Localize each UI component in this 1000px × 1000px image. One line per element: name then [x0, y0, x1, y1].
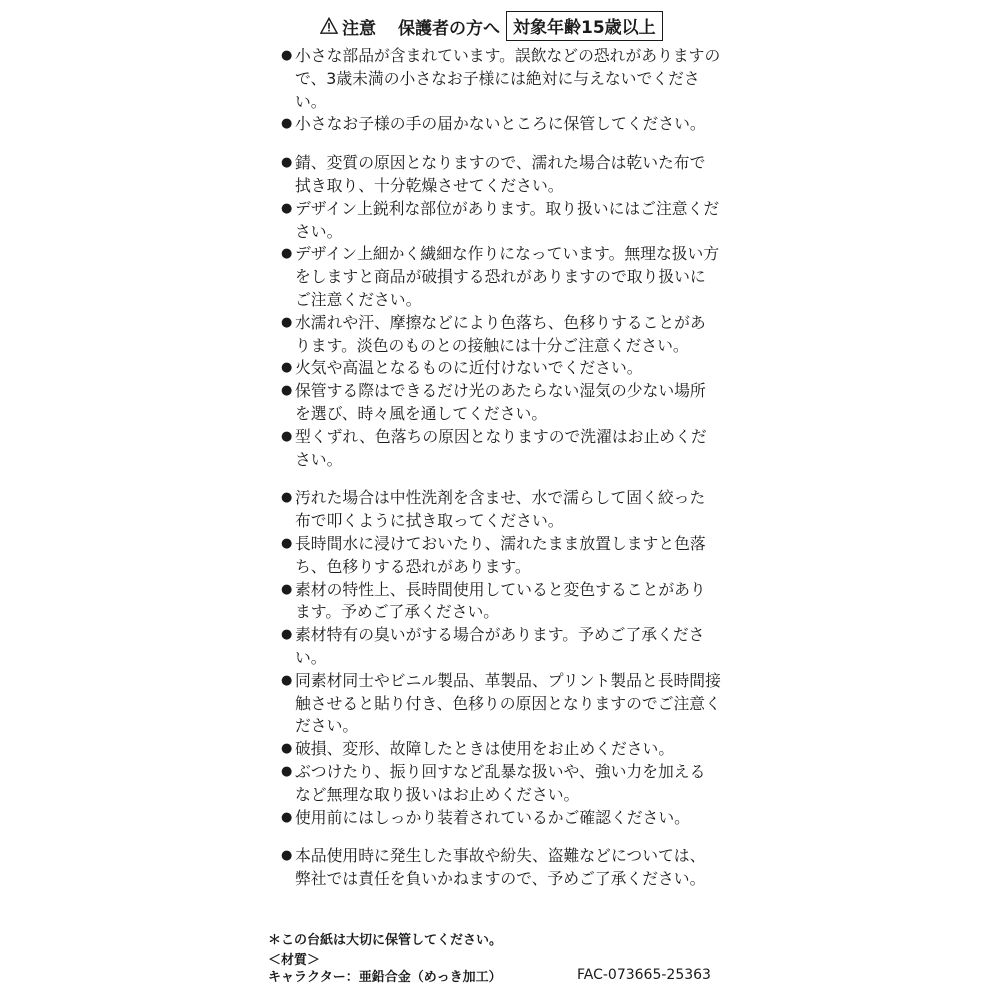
caution-item-text: 保管する際はできるだけ光のあたらない湿気の少ない場所を選び、時々風を通してください。 [295, 381, 706, 423]
caution-item [281, 670, 721, 738]
caution-item-text: 小さな部品が含まれています。誤飲などの恐れがありますので、3歳未満の小さなお子様には絶対に与えないでください。 [295, 46, 721, 111]
caution-item-text: 長時間水に浸けておいたり、濡れたまま放置しますと色落ち、色移りする恐れがあります。 [295, 533, 706, 576]
caution-item-text: 錆、変質の原因となりますので、濡れた場合は乾いた布で拭き取り、十分乾燥させてください。 [295, 153, 706, 195]
bullet-icon: ● [281, 314, 293, 330]
bullet-icon: ● [281, 535, 293, 551]
caution-item-text: 同素材同士やビニル製品、革製品、プリント製品と長時間接触させると貼り付き、色移りの原因となりますのでご注意ください。 [295, 670, 721, 736]
caution-item [281, 243, 721, 311]
caution-item [281, 533, 721, 579]
material-title: ＜材質＞ [268, 953, 321, 968]
caution-item-text: 小さなお子様の手の届かないところに保管してください。 [295, 114, 706, 134]
caution-item [281, 198, 721, 244]
caution-item [281, 312, 721, 358]
caution-item [281, 152, 721, 198]
caution-item [281, 357, 721, 380]
caution-item-text: デザイン上鋭利な部位があります。取り扱いにはご注意ください。 [295, 198, 720, 241]
group-spacer [281, 471, 721, 487]
bullet-icon: ● [281, 48, 293, 63]
bullet-icon: ● [281, 116, 293, 132]
warning-triangle-icon [320, 17, 338, 35]
bullet-icon: ● [281, 672, 293, 688]
bullet-icon: ● [281, 490, 293, 506]
caution-item-text: 素材特有の臭いがする場合があります。予めご了承ください。 [295, 625, 705, 667]
caution-item-text: 使用前にはしっかり装着されているかご確認ください。 [295, 807, 690, 827]
caution-item [281, 426, 721, 472]
caution-item-text: 本品使用時に発生した事故や紛失、盗難などについては、弊社では責任を負いかねますので、予めご了承ください。 [295, 846, 706, 889]
caution-item [281, 807, 721, 830]
bullet-icon: ● [281, 581, 293, 597]
caution-label: 注意 [342, 18, 376, 39]
keep-card-note: ＊この台紙は大切に保管してください。 [268, 933, 503, 948]
caution-item [281, 113, 721, 136]
caution-item [281, 380, 721, 426]
caution-item-text: 型くずれ、色落ちの原因となりますので洗濯はお止めください。 [295, 426, 707, 469]
group-spacer [281, 136, 721, 152]
bullet-icon: ● [281, 155, 293, 171]
caution-item [281, 738, 721, 761]
bullet-icon: ● [281, 741, 293, 757]
caution-item-text: ぶつけたり、振り回すなど乱暴な扱いや、強い力を加えるなど無理な取り扱いはお止めください。 [295, 761, 706, 804]
caution-header [320, 12, 663, 40]
caution-item [281, 45, 721, 113]
caution-item-text: 破損、変形、故障したときは使用をお止めください。 [295, 739, 675, 759]
bullet-icon: ● [281, 200, 293, 216]
bullet-icon: ● [281, 848, 293, 864]
caution-item-text: 素材の特性上、長時間使用していると変色することがあります。予めご了承ください。 [295, 579, 706, 622]
bullet-icon: ● [281, 763, 293, 779]
caution-item [281, 845, 721, 891]
material-line: キャラクター：亜鉛合金（めっき加工） [268, 970, 502, 985]
bullet-icon: ● [281, 627, 293, 643]
guardian-label: 保護者の方へ [398, 18, 500, 39]
caution-item-text: 水濡れや汗、摩擦などにより色落ち、色移りすることがあります。淡色のものとの接触には十分ご注意ください。 [295, 312, 706, 355]
group-spacer [281, 829, 721, 845]
caution-item [281, 761, 721, 807]
caution-list [281, 45, 721, 891]
bullet-icon: ● [281, 383, 293, 399]
bullet-icon: ● [281, 246, 293, 262]
bullet-icon: ● [281, 809, 293, 825]
caution-item-text: 汚れた場合は中性洗剤を含ませ、水で濡らして固く絞った布で叩くように拭き取ってください。 [295, 488, 706, 531]
caution-item-text: デザイン上細かく繊細な作りになっています。無理な扱い方をしますと商品が破損する恐れがありますので取り扱いにご注意ください。 [295, 244, 720, 309]
bullet-icon: ● [281, 428, 293, 444]
bullet-icon: ● [281, 360, 293, 376]
target-age-badge: 対象年齢15歳以上 [506, 11, 663, 41]
product-code: FAC-073665-25363 [577, 967, 711, 983]
caution-item [281, 624, 721, 670]
caution-item [281, 487, 721, 533]
caution-item [281, 579, 721, 625]
caution-item-text: 火気や高温となるものに近付けないでください。 [295, 358, 643, 378]
